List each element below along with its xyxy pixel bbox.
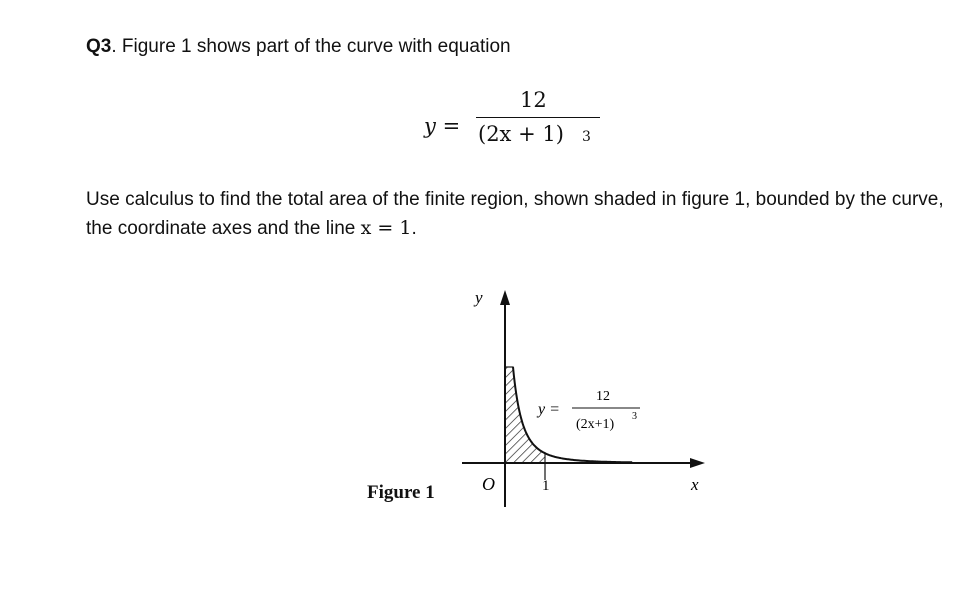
question-body-end: . bbox=[411, 218, 417, 239]
y-axis-arrow bbox=[500, 290, 510, 305]
equation-numerator: 12 bbox=[520, 88, 547, 112]
equation-denominator: (2x + 1) bbox=[478, 122, 564, 146]
x-axis-label: x bbox=[691, 475, 699, 494]
curve-label-denominator: (2x+1) bbox=[576, 417, 615, 432]
y-axis-label: y bbox=[475, 288, 483, 307]
curve-label-power: 3 bbox=[632, 411, 637, 422]
x-tick-label: 1 bbox=[542, 478, 550, 494]
equation-equals: = bbox=[442, 114, 461, 138]
question-intro: . Figure 1 shows part of the curve with equation bbox=[111, 36, 511, 57]
question-body-text: Use calculus to find the total area of the finite region, shown shaded in figure 1, bounded by the curve, the coordinate axes and the line bbox=[86, 189, 944, 239]
origin-label: O bbox=[482, 474, 495, 494]
x-axis-arrow bbox=[690, 458, 705, 468]
question-number: Q3 bbox=[86, 36, 112, 57]
figure-caption: Figure 1 bbox=[367, 482, 435, 503]
question-body-math: x = 1 bbox=[360, 217, 412, 239]
equation-power: 3 bbox=[582, 129, 591, 145]
curve-label-numerator: 12 bbox=[596, 389, 610, 404]
curve-label-lhs: y = bbox=[538, 401, 560, 418]
equation-variable: y bbox=[424, 114, 436, 138]
